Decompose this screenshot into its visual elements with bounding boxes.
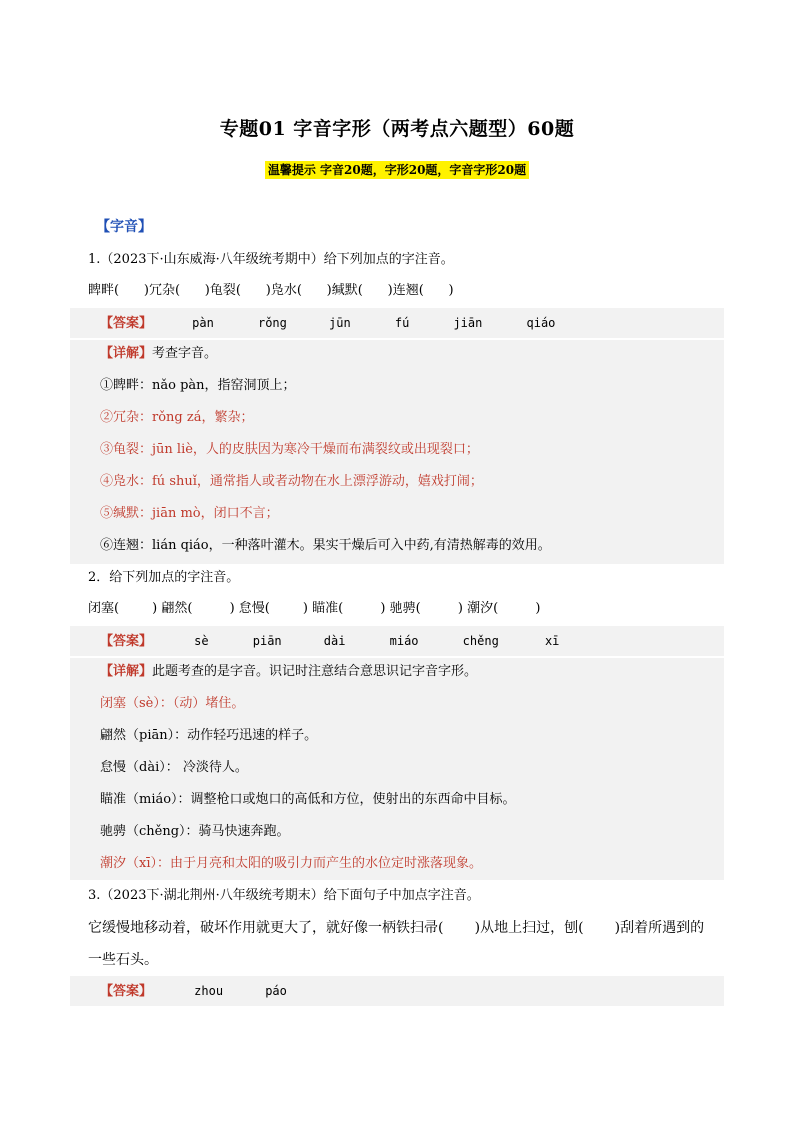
q1-detail-label: 【详解】 (100, 346, 153, 361)
q2-answer-3: dài (323, 634, 346, 648)
q1-answer-5: jiān (453, 316, 483, 330)
q1-answer-line (100, 314, 555, 333)
page-title: 专题01 字音字形（两考点六题型）60题 (219, 118, 575, 140)
q2-answer-5: chěng (462, 634, 499, 648)
q2-detail-label: 【详解】 (100, 664, 153, 679)
q1-stem: 1.（2023下·山东威海·八年级统考期中）给下列加点的字注音。 (88, 252, 454, 267)
q1-detail-4: ④凫水：fú shuǐ，通常指人或者动物在水上漂浮游动，嬉戏打闹； (100, 474, 483, 489)
q2-words: 闭塞( ) 翩然( ) 怠慢( ) 瞄准( ) 驰骋( ) 潮汐( ) (88, 601, 541, 616)
q2-detail-5: 驰骋（chěng）：骑马快速奔跑。 (100, 824, 290, 839)
q1-detail-5: ⑤缄默：jiān mò，闭口不言； (100, 506, 279, 521)
q1-detail-1: ①睥畔：nǎo pàn，指窑洞顶上； (100, 378, 296, 393)
q3-sentence: 它缓慢地移动着，破坏作用就更大了，就好像一柄铁扫帚( )从地上扫过，刨( )刮着所遇到的一些石头。 (88, 920, 705, 968)
q1-answer-1: pàn (192, 316, 214, 330)
q1-answer-6: qiáo (526, 316, 556, 330)
q2-detail-2: 翩然（piān）：动作轻巧迅速的样子。 (100, 728, 318, 743)
q2-detail-head (100, 663, 477, 681)
q1-detail-intro: 考查字音。 (152, 346, 218, 361)
q3-answer-line (100, 982, 287, 1001)
q1-detail-head (100, 345, 217, 363)
q2-detail-intro: 此题考查的是字音。识记时注意结合意思识记字音字形。 (152, 664, 478, 679)
q2-answer-1: sè (194, 634, 209, 648)
q2-answer-2: piān (252, 634, 282, 648)
q1-answer-3: jūn (329, 316, 351, 330)
q2-stem: 2．给下列加点的字注音。 (88, 570, 240, 585)
q2-detail-1: 闭塞（sè）：（动）堵住。 (100, 696, 245, 711)
q2-answer-label: 【答案】 (100, 634, 153, 649)
q1-answer-2: rǒng (257, 316, 287, 330)
section-heading-pronunciation: 【字音】 (96, 219, 152, 235)
q2-detail-4: 瞄准（miáo）：调整枪口或炮口的高低和方位，使射出的东西命中目标。 (100, 792, 516, 807)
q1-answer-4: fú (394, 316, 410, 330)
tip-text: 温馨提示 字音20题，字形20题，字音字形20题 (265, 161, 529, 179)
q3-answer-1: zhou (194, 984, 224, 998)
q2-answer-6: xī (544, 634, 560, 648)
q1-detail-3: ③龟裂：jūn liè，人的皮肤因为寒冷干燥而布满裂纹或出现裂口； (100, 442, 479, 457)
q2-detail-6: 潮汐（xī）：由于月亮和太阳的吸引力而产生的水位定时涨落现象。 (100, 856, 482, 871)
q2-answer-line (100, 632, 559, 651)
q1-detail-6: ⑥连翘：lián qiáo，一种落叶灌木。果实干燥后可入中药,有清热解毒的效用。 (100, 538, 551, 553)
q1-answer-label: 【答案】 (100, 316, 153, 331)
q3-stem: 3.（2023下·湖北荆州·八年级统考期末）给下面句子中加点字注音。 (88, 888, 480, 903)
tip-banner (0, 159, 794, 179)
q2-detail-3: 怠慢（dài）： 冷淡待人。 (100, 760, 248, 775)
q3-answer-label: 【答案】 (100, 984, 153, 999)
q2-answer-4: miáo (389, 634, 419, 648)
q1-detail-2: ②冗杂：rǒng zá，繁杂； (100, 410, 254, 425)
q1-words: 睥畔( )冗杂( )龟裂( )凫水( )缄默( )连翘( ) (88, 283, 454, 298)
q3-answer-2: páo (265, 984, 287, 998)
